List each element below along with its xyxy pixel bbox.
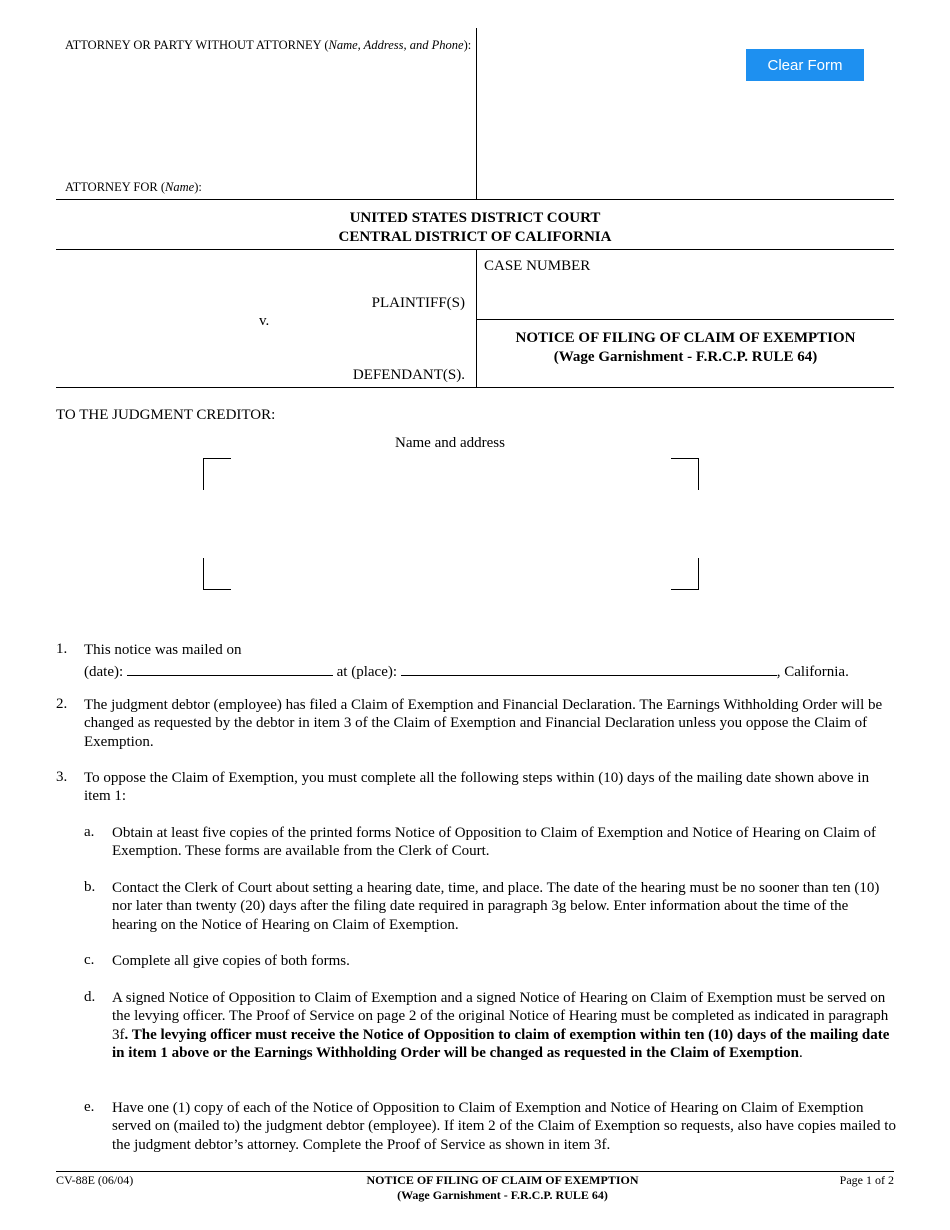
versus-label: v. <box>259 313 270 329</box>
footer-rule <box>56 1171 894 1172</box>
rule <box>56 199 894 200</box>
creditor-address-field[interactable] <box>210 462 690 586</box>
mailed-date-field[interactable] <box>127 660 333 676</box>
attorney-for-label: ATTORNEY FOR (Name): <box>65 180 202 194</box>
item-3-number: 3. <box>56 769 68 785</box>
plaintiff-label: PLAINTIFF(S) <box>371 295 465 311</box>
document-title: NOTICE OF FILING OF CLAIM OF EXEMPTION (Wage Garnishment - F.R.C.P. RULE 64) <box>515 330 856 365</box>
item-3b-text: Contact the Clerk of Court about setting a hearing date, time, and place. The date of the hearing must be no sooner than ten (10) nor later than twenty (20) days after the filing date required in paragraph 3g below. Enter information about the time of the hearing on the Notice of Hearing on Claim of Exemption. <box>112 880 880 933</box>
attorney-label: ATTORNEY OR PARTY WITHOUT ATTORNEY (Name, Address, and Phone): <box>65 38 472 52</box>
item-1-fields: (date): at (place): , California. <box>84 660 849 681</box>
form-id: CV-88E (06/04) <box>56 1173 134 1187</box>
rule <box>56 387 894 388</box>
item-3e-text: Have one (1) copy of each of the Notice of Opposition to Claim of Exemption and Notice of Hearing on Claim of Exemption served on (mailed to) the judgment debtor (employee). If item 2 of the Claim of Exemption so requests, also have copies mailed to the judgment debtor’s attorney. Complete the Proof of Service as shown in item 3f. <box>112 1100 896 1153</box>
item-3d-letter: d. <box>84 989 96 1005</box>
item-3a-letter: a. <box>84 824 95 840</box>
item-3d-text: A signed Notice of Opposition to Claim of Exemption and a signed Notice of Hearing on Claim of Exemption must be served on the levying officer. The Proof of Service on page 2 of the original Notice of Hearing must be completed as indicated in paragraph 3f. The levying officer must receive the Notice of Opposition to claim of exemption within ten (10) days of the mailing date in item 1 above or the Earnings Withholding Order will be changed as requested in the Claim of Exemption. <box>112 990 890 1061</box>
defendant-label: DEFENDANT(S). <box>352 367 465 383</box>
item-2-number: 2. <box>56 696 68 712</box>
page-number: Page 1 of 2 <box>839 1173 894 1187</box>
mailed-place-field[interactable] <box>401 660 777 676</box>
item-3c-letter: c. <box>84 952 95 968</box>
case-number-field[interactable] <box>484 282 888 312</box>
item-3c-text: Complete all give copies of both forms. <box>112 953 350 969</box>
to-creditor-label: TO THE JUDGMENT CREDITOR: <box>56 407 276 423</box>
header-divider <box>476 28 477 199</box>
rule <box>477 319 894 320</box>
rule <box>56 249 894 250</box>
item-3a-text: Obtain at least five copies of the printed forms Notice of Opposition to Claim of Exemption and Notice of Hearing on Claim of Exemption. These forms are available from the Clerk of Court. <box>112 825 876 860</box>
item-1-number: 1. <box>56 641 68 657</box>
item-1-text: This notice was mailed on <box>84 642 242 658</box>
clear-form-button[interactable]: Clear Form <box>746 49 864 81</box>
item-3-text: To oppose the Claim of Exemption, you must complete all the following steps within (10) days of the mailing date shown above in item 1: <box>84 770 870 805</box>
item-3b-letter: b. <box>84 879 96 895</box>
footer-title: NOTICE OF FILING OF CLAIM OF EXEMPTION (Wage Garnishment - F.R.C.P. RULE 64) <box>366 1173 639 1202</box>
case-number-label: CASE NUMBER <box>484 258 591 274</box>
item-2-text: The judgment debtor (employee) has filed a Claim of Exemption and Financial Declaration. The Earnings Withholding Order will be changed as requested by the debtor in item 3 of the Claim of Exemption and Financial Declaration unless you oppose the Claim of Exemption. <box>84 697 883 750</box>
court-name: UNITED STATES DISTRICT COURT CENTRAL DISTRICT OF CALIFORNIA <box>338 210 612 245</box>
name-address-label: Name and address <box>395 435 505 451</box>
item-3e-letter: e. <box>84 1099 95 1115</box>
